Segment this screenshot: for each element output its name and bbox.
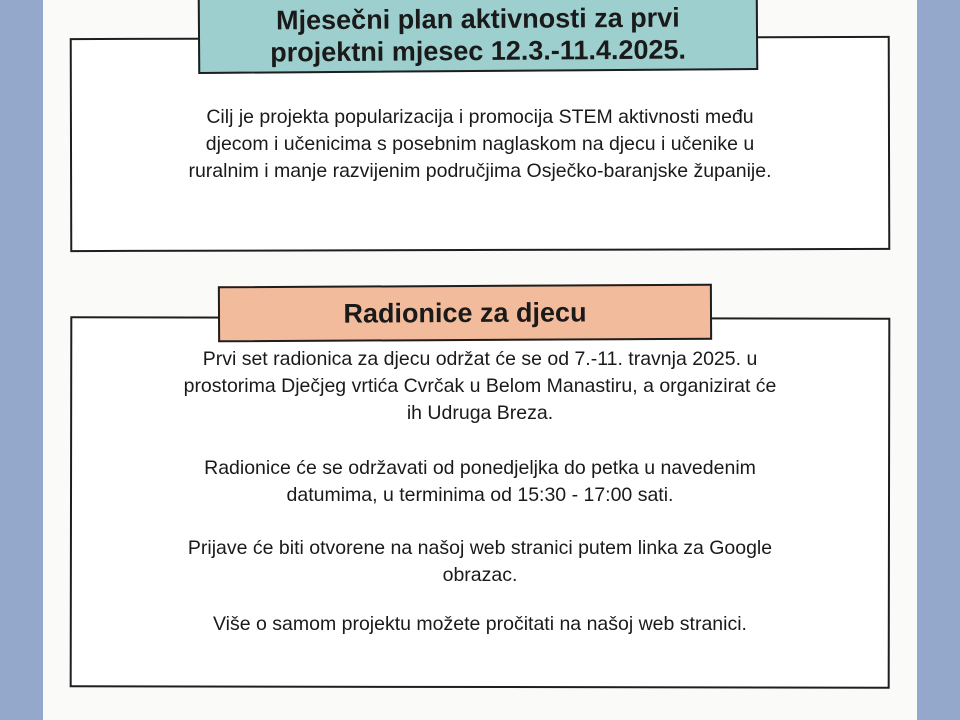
workshops-title: Radionice za djecu [343,296,587,329]
workshops-paragraph-registration [90,535,870,589]
paragraph-line: Prijave će biti otvorene na našoj web stranici putem linka za Google [187,537,773,559]
goal-line: Cilj je projekta popularizacija i promocija STEM aktivnosti među [206,106,754,128]
plan-title [270,2,686,69]
workshops-title-label [218,284,712,343]
plan-title-line-2: projektni mjesec 12.3.-11.4.2025. [270,34,687,68]
paragraph-line: Prvi set radionica za djecu održat će se od 7.-11. travnja 2025. u [202,348,758,370]
paragraph-line: Više o samom projektu možete pročitati na našoj web stranici. [213,613,747,635]
paragraph-line: obrazac. [442,564,518,586]
workshops-paragraph-schedule [90,455,870,509]
plan-title-label [198,0,759,74]
workshops-paragraph-more-info [90,611,870,638]
paragraph-line: Radionice će se održavati od ponedjeljka do petka u navedenim [204,457,756,479]
paragraph-line: datumima, u terminima od 15:30 - 17:00 sati. [286,484,674,506]
goal-line: djecom i učenicima s posebnim naglaskom na djecu i učenike u [205,133,755,155]
plan-title-line-1: Mjesečni plan aktivnosti za prvi [275,2,680,36]
workshops-paragraph-dates [90,346,870,427]
paragraph-line: prostorima Dječjeg vrtića Cvrčak u Belom Manastiru, a organizirat će [183,375,777,397]
project-goal-text [90,104,870,185]
paragraph-line: ih Udruga Breza. [406,402,554,424]
goal-line: ruralnim i manje razvijenim područjima Osječko-baranjske županije. [188,160,772,182]
